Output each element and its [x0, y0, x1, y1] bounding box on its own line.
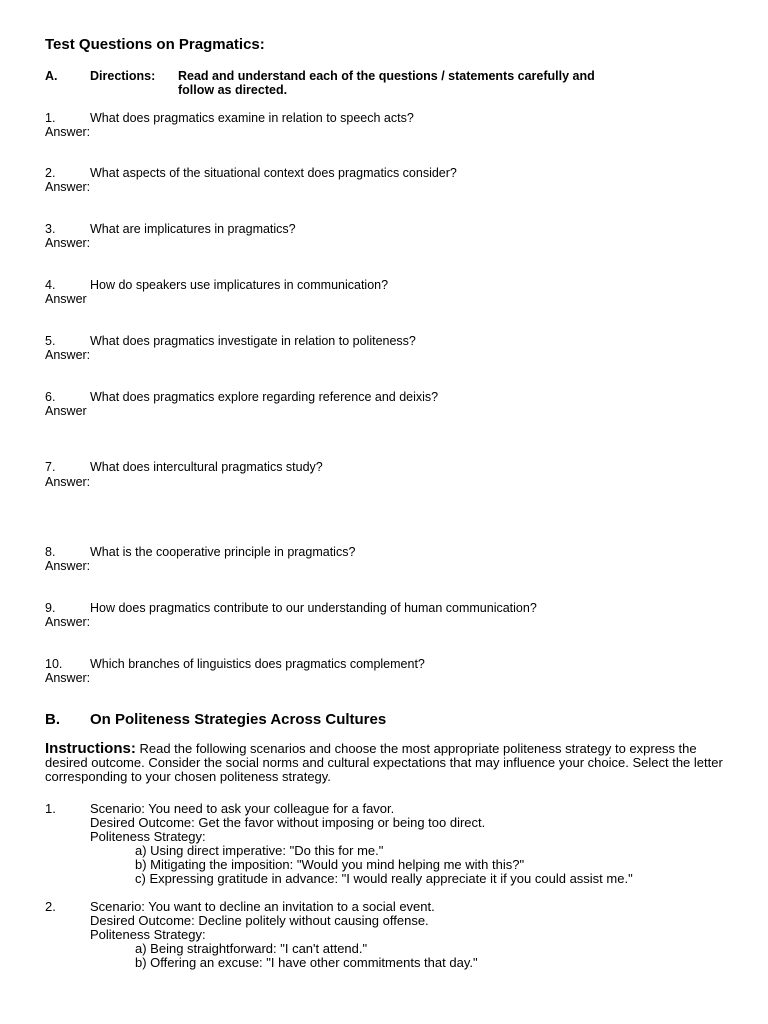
instructions-paragraph [45, 742, 735, 784]
question-text: How does pragmatics contribute to our understanding of human communication? [90, 601, 537, 615]
strategy-option: b) Offering an excuse: "I have other commitments that day." [135, 955, 478, 970]
question-text: What aspects of the situational context does pragmatics consider? [90, 166, 457, 180]
page-title: Test Questions on Pragmatics: [45, 36, 265, 53]
scenario-number: 1. [45, 801, 56, 816]
answer-label: Answer: [45, 475, 91, 489]
question-number: 6. [45, 390, 56, 404]
answer-label: Answer [45, 292, 87, 306]
question-text: What are implicatures in pragmatics? [90, 222, 296, 236]
section-b-label: B. [45, 711, 60, 728]
strategy-option: c) Expressing gratitude in advance: "I would really appreciate it if you could assist me." [135, 871, 633, 886]
politeness-strategy-label: Politeness Strategy: [90, 927, 206, 942]
question-text: How do speakers use implicatures in communication? [90, 278, 389, 292]
scenario-text: Scenario: You need to ask your colleague for a favor. [90, 801, 395, 816]
question-number: 5. [45, 334, 56, 348]
answer-label: Answer: [45, 180, 91, 194]
instructions-label: Instructions: [45, 740, 136, 757]
instructions-text: Read the following scenarios and choose the most appropriate politeness strategy to express the desired outcome. Consider the social norms and cultural expectations that may influence your choice. Select the letter corresponding to your chosen politeness strategy. [45, 741, 723, 784]
strategy-option: b) Mitigating the imposition: "Would you mind helping me with this?" [135, 857, 525, 872]
directions-text-line1: Read and understand each of the questions / statements carefully and [178, 69, 595, 83]
question-text: What is the cooperative principle in pragmatics? [90, 545, 356, 559]
answer-label: Answer: [45, 671, 91, 685]
question-number: 7. [45, 460, 56, 474]
question-text: Which branches of linguistics does pragmatics complement? [90, 657, 425, 671]
directions-text-line2: follow as directed. [178, 83, 288, 97]
answer-label: Answer: [45, 125, 91, 139]
question-text: What does pragmatics examine in relation to speech acts? [90, 111, 414, 125]
directions-label: Directions: [90, 69, 156, 83]
desired-outcome: Desired Outcome: Decline politely without causing offense. [90, 913, 429, 928]
scenario-text: Scenario: You want to decline an invitation to a social event. [90, 899, 435, 914]
scenario-number: 2. [45, 899, 56, 914]
strategy-option: a) Being straightforward: "I can't attend." [135, 941, 368, 956]
answer-label: Answer: [45, 615, 91, 629]
question-number: 9. [45, 601, 56, 615]
section-b-title: On Politeness Strategies Across Cultures [90, 711, 387, 728]
strategy-option: a) Using direct imperative: "Do this for me." [135, 843, 384, 858]
answer-label: Answer: [45, 559, 91, 573]
question-number: 1. [45, 111, 56, 125]
question-number: 8. [45, 545, 56, 559]
politeness-strategy-label: Politeness Strategy: [90, 829, 206, 844]
answer-label: Answer [45, 404, 87, 418]
question-text: What does pragmatics investigate in relation to politeness? [90, 334, 416, 348]
section-a-label: A. [45, 69, 58, 83]
desired-outcome: Desired Outcome: Get the favor without imposing or being too direct. [90, 815, 486, 830]
answer-label: Answer: [45, 236, 91, 250]
question-number: 2. [45, 166, 56, 180]
question-text: What does intercultural pragmatics study? [90, 460, 323, 474]
question-number: 4. [45, 278, 56, 292]
answer-label: Answer: [45, 348, 91, 362]
question-text: What does pragmatics explore regarding reference and deixis? [90, 390, 439, 404]
question-number: 10. [45, 657, 63, 671]
question-number: 3. [45, 222, 56, 236]
